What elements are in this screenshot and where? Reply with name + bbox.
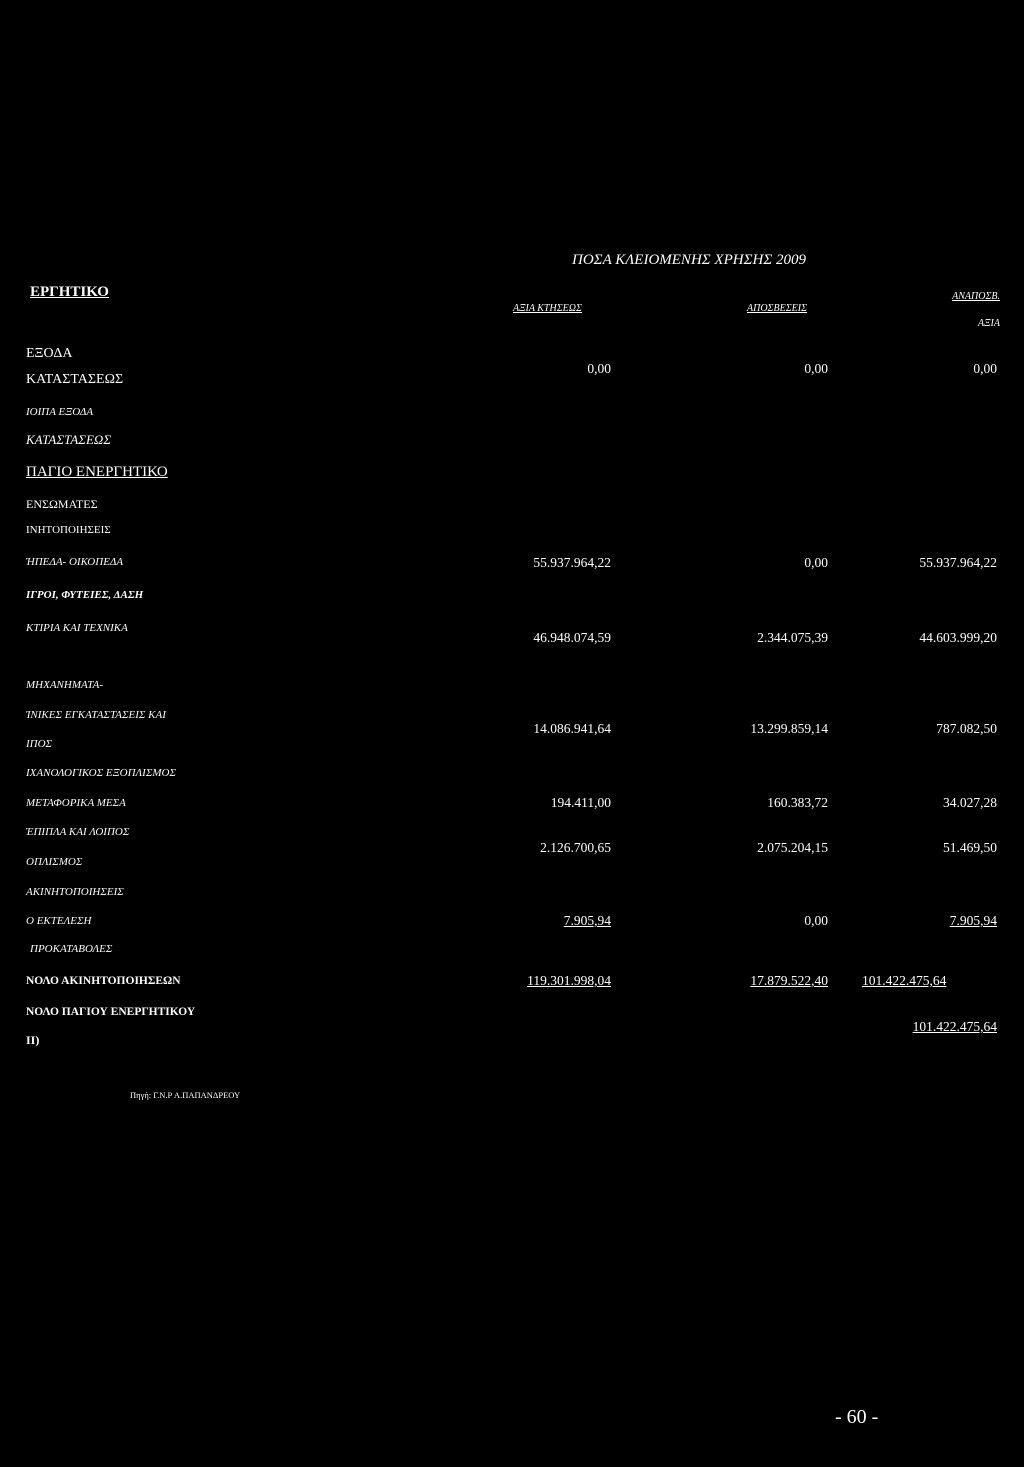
row-label-machinery-1: ΜΗΧΑΝΗΜΑΤΑ- — [26, 679, 103, 691]
page-number: - 60 - — [835, 1406, 879, 1428]
col-header-net-line1: ΑΝΑΠΟΣΒ. — [952, 291, 1000, 302]
setup-acquisition: 0,00 — [587, 361, 611, 376]
row-label-furniture-2: ΟΠΛΙΣΜΟΣ — [26, 856, 83, 868]
row-label-buildings: ΚΤΙΡΙΑ ΚΑΙ ΤΕΧΝΙΚΑ — [26, 622, 128, 634]
row-label-total-assets: ΝΟΛΟ ΑΚΙΝΗΤΟΠΟΙΗΣΕΩΝ — [26, 975, 181, 987]
source-note: Πηγή: Γ.Ν.Ρ Α.ΠΑΠΑΝΔΡΕΟΥ — [130, 1090, 241, 1100]
col-header-acquisition: ΑΞΙΑ ΚΤΗΣΕΩΣ — [513, 303, 582, 314]
row-label-total-fixed-1: ΝΟΛΟ ΠΑΓΙΟΥ ΕΝΕΡΓΗΤΙΚΟΥ — [26, 1006, 196, 1018]
row-label-setup-2: ΚΑΤΑΣΤΑΣΕΩΣ — [26, 372, 124, 387]
buildings-depreciation: 2.344.075,39 — [757, 630, 828, 645]
total-assets-depreciation: 17.879.522,40 — [750, 973, 828, 988]
period-heading: ΠΟΣΑ ΚΛΕΙΟΜΕΝΗΣ ΧΡΗΣΗΣ 2009 — [572, 252, 807, 268]
machinery-acquisition: 14.086.941,64 — [533, 721, 611, 736]
fixed-assets-heading: ΠΑΓΙΟ ΕΝΕΡΓΗΤΙΚΟ — [26, 464, 168, 480]
row-label-assets-constr-2: Ο ΕΚΤΕΛΕΣΗ — [26, 915, 92, 927]
row-label-machinery-4: ΙΧΑΝΟΛΟΓΙΚΟΣ ΕΞΟΠΛΙΣΜΟΣ — [26, 767, 177, 779]
row-label-furniture-1: ΈΠΙΠΛΑ ΚΑΙ ΛΟΙΠΟΣ — [26, 826, 130, 838]
row-label-prepayments: ΠΡΟΚΑΤΑΒΟΛΕΣ — [30, 943, 113, 955]
transport-net: 34.027,28 — [943, 795, 997, 810]
total-fixed-net: 101.422.475,64 — [912, 1019, 997, 1034]
assets-constr-net: 7.905,94 — [949, 913, 997, 928]
col-header-net-line2: ΑΞΙΑ — [978, 318, 1000, 329]
machinery-net: 787.082,50 — [936, 721, 997, 736]
assets-constr-acquisition: 7.905,94 — [563, 913, 611, 928]
row-label-other-1: ΙΟΙΠΑ ΕΞΟΔΑ — [26, 406, 94, 418]
buildings-net: 44.603.999,20 — [919, 630, 997, 645]
setup-depreciation: 0,00 — [804, 361, 828, 376]
total-assets-net: 101.422.475,64 — [862, 973, 947, 988]
land-net: 55.937.964,22 — [919, 555, 997, 570]
transport-depreciation: 160.383,72 — [767, 795, 828, 810]
transport-acquisition: 194.411,00 — [550, 795, 611, 810]
row-label-assets-constr-1: ΑΚΙΝΗΤΟΠΟΙΗΣΕΙΣ — [26, 886, 124, 898]
land-acquisition: 55.937.964,22 — [533, 555, 611, 570]
buildings-acquisition: 46.948.074,59 — [533, 630, 611, 645]
row-label-machinery-3: ΙΠΟΣ — [26, 738, 53, 750]
furniture-net: 51.469,50 — [943, 840, 997, 855]
row-label-total-fixed-2: ΙΙ) — [26, 1033, 40, 1047]
row-label-tangible-1: ΕΝΣΩΜΑΤΕΣ — [26, 497, 98, 511]
land-depreciation: 0,00 — [804, 555, 828, 570]
row-label-transport: ΜΕΤΑΦΟΡΙΚΑ ΜΕΣΑ — [26, 797, 126, 809]
row-label-setup-1: ΕΞΟΔΑ — [26, 346, 73, 361]
row-label-tangible-2: ΙΝΗΤΟΠΟΙΗΣΕΙΣ — [26, 524, 111, 536]
col-header-depreciation: ΑΠΟΣΒΕΣΕΙΣ — [747, 303, 808, 314]
row-label-land: ΉΠΕΔΑ- ΟΙΚΟΠΕΔΑ — [26, 556, 124, 568]
row-label-other-2: ΚΑΤΑΣΤΑΣΕΩΣ — [26, 432, 112, 447]
total-assets-acquisition: 119.301.998,04 — [527, 973, 611, 988]
row-label-fields: ΙΓΡΟΙ, ΦΥΤΕΙΕΣ, ΔΑΣΗ — [26, 589, 144, 601]
furniture-acquisition: 2.126.700,65 — [540, 840, 611, 855]
assets-constr-depreciation: 0,00 — [804, 913, 828, 928]
row-label-machinery-2: ΊΝΙΚΕΣ ΕΓΚΑΤΑΣΤΑΣΕΙΣ ΚΑΙ — [26, 709, 166, 721]
machinery-depreciation: 13.299.859,14 — [750, 721, 828, 736]
section-title: ΕΡΓΗΤΙΚΟ — [30, 284, 109, 300]
setup-net: 0,00 — [973, 361, 997, 376]
furniture-depreciation: 2.075.204,15 — [757, 840, 828, 855]
